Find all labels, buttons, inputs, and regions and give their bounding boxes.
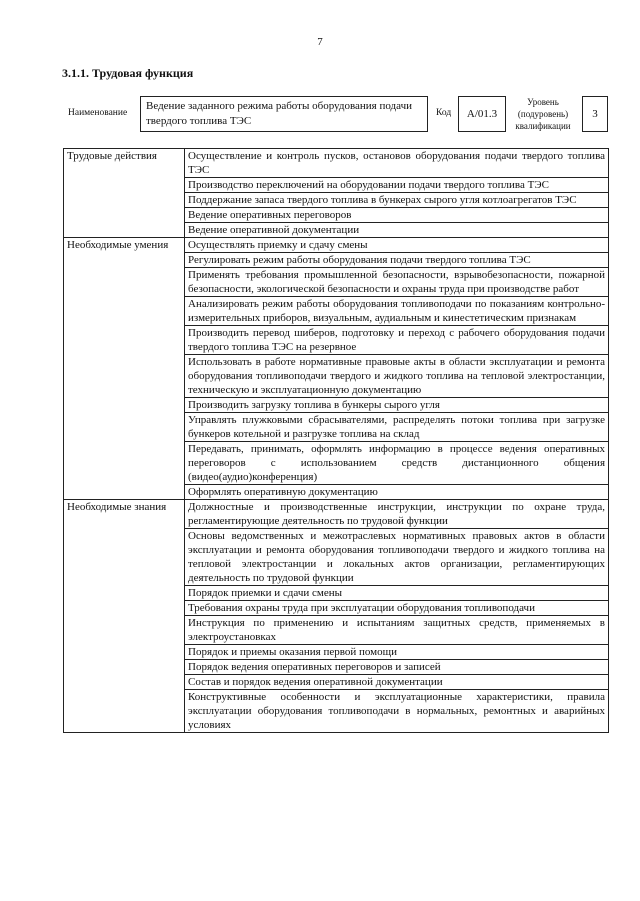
- function-content-table: [63, 148, 609, 733]
- section-item: Управлять плужковыми сбрасывателями, распределять потоки топлива при загрузке бункеров котельной и разгрузке топлива на склад: [185, 413, 609, 442]
- section-item: Порядок ведения оперативных переговоров и записей: [185, 660, 609, 675]
- table-row: [64, 238, 609, 253]
- section-item: Производство переключений на оборудовании подачи твердого топлива ТЭС: [185, 178, 609, 193]
- section-item: Ведение оперативных переговоров: [185, 208, 609, 223]
- table-row: [64, 500, 609, 529]
- function-code-value: А/01.3: [458, 96, 506, 132]
- section-item: Производить загрузку топлива в бункеры сырого угля: [185, 398, 609, 413]
- section-item: Регулировать режим работы оборудования подачи твердого топлива ТЭС: [185, 253, 609, 268]
- section-category: Трудовые действия: [64, 149, 185, 238]
- section-item: Требования охраны труда при эксплуатации оборудования топливоподачи: [185, 601, 609, 616]
- section-title: 3.1.1. Трудовая функция: [62, 66, 194, 80]
- section-item: Поддержание запаса твердого топлива в бункерах сырого угля котлоагрегатов ТЭС: [185, 193, 609, 208]
- section-item: Основы ведомственных и межотраслевых нормативных правовых актов в области эксплуатации и ремонта оборудования топливоподачи твердого и жидкого топлива на тепловой электростанции и локальных актов организации, регламентирующих деятельность по трудовой функции: [185, 529, 609, 586]
- section-item: Применять требования промышленной безопасности, взрывобезопасности, пожарной безопасности, экологической безопасности и охраны труда при производстве работ: [185, 268, 609, 297]
- qualification-level-value: 3: [582, 96, 608, 132]
- section-item: Оформлять оперативную документацию: [185, 485, 609, 500]
- section-item: Осуществлять приемку и сдачу смены: [185, 238, 609, 253]
- section-item: Конструктивные особенности и эксплуатационные характеристики, правила эксплуатации оборудования топливоподачи в нормальных, ремонтных и аварийных условиях: [185, 690, 609, 733]
- section-item: Использовать в работе нормативные правовые акты в области эксплуатации и ремонта оборудования топливоподачи твердого и жидкого топлива на тепловой электростанции, техническую и эксплуатационную документацию: [185, 355, 609, 398]
- function-name-value: Ведение заданного режима работы оборудования подачи твердого топлива ТЭС: [140, 96, 428, 132]
- section-item: Анализировать режим работы оборудования топливоподачи по показаниям контрольно-измерительных приборов, визуальным, аудиальным и кинестетическим признакам: [185, 297, 609, 326]
- section-item: Порядок приемки и сдачи смены: [185, 586, 609, 601]
- table-row: [64, 149, 609, 178]
- name-label: Наименование: [68, 108, 128, 118]
- page-number: 7: [317, 36, 323, 48]
- section-item: Инструкция по применению и испытаниям защитных средств, применяемых в электроустановках: [185, 616, 609, 645]
- function-content-body: [64, 149, 609, 733]
- section-item: Ведение оперативной документации: [185, 223, 609, 238]
- section-category: Необходимые умения: [64, 238, 185, 500]
- section-item: Осуществление и контроль пусков, остановов оборудования подачи твердого топлива ТЭС: [185, 149, 609, 178]
- section-item: Передавать, принимать, оформлять информацию в процессе ведения оперативных переговоров с использованием средств дистанционного общения (видео(аудио)конференция): [185, 442, 609, 485]
- section-item: Производить перевод шиберов, подготовку и переход с рабочего оборудования подачи твердого топлива ТЭС на резервное: [185, 326, 609, 355]
- section-category: Необходимые знания: [64, 500, 185, 733]
- qualification-level-label: Уровень (подуровень) квалификации: [515, 97, 571, 131]
- section-item: Должностные и производственные инструкции, инструкции по охране труда, регламентирующие деятельность по трудовой функции: [185, 500, 609, 529]
- section-item: Порядок и приемы оказания первой помощи: [185, 645, 609, 660]
- code-label: Код: [436, 108, 452, 118]
- section-item: Состав и порядок ведения оперативной документации: [185, 675, 609, 690]
